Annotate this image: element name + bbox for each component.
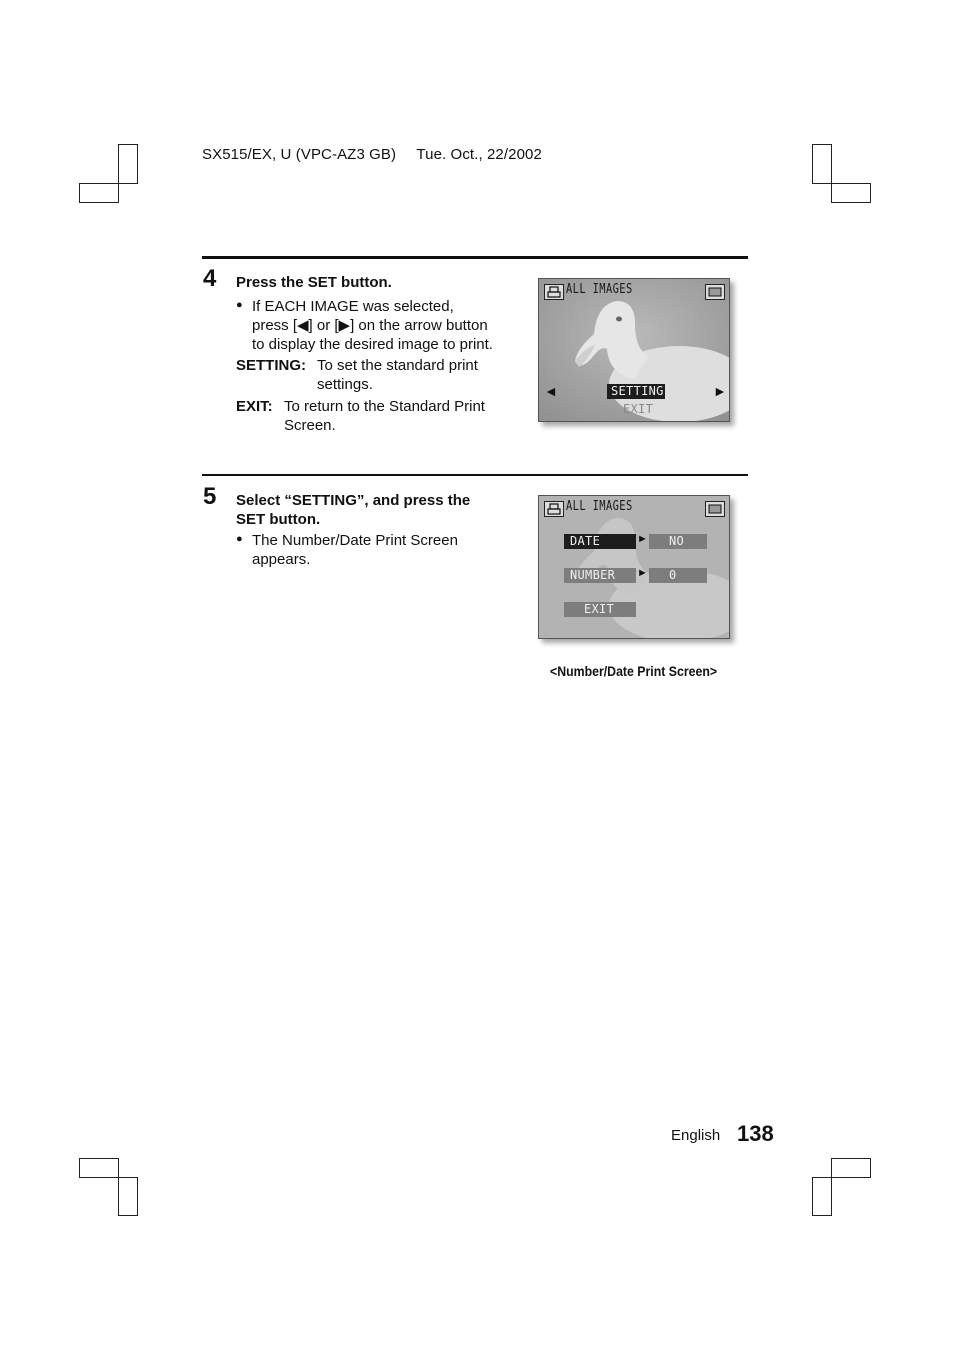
duck-photo [539, 279, 730, 422]
crop-mark-bottom-right-horizontal [831, 1158, 871, 1178]
setting-definition-line-2: settings. [317, 376, 373, 393]
document-header [202, 146, 542, 163]
header-model: SX515/EX, U (VPC-AZ3 GB) [202, 146, 397, 163]
menu-item-setting[interactable]: SETTING [607, 384, 665, 399]
number-value[interactable]: 0 [649, 568, 707, 583]
crop-mark-top-right-vertical [812, 144, 832, 184]
header-date: Tue. Oct., 22/2002 [416, 146, 542, 163]
number-option[interactable]: NUMBER [564, 568, 636, 583]
number-arrow-icon: ► [637, 567, 648, 579]
crop-mark-bottom-left-vertical [118, 1177, 138, 1216]
screen-title: ALL IMAGES [566, 282, 633, 297]
screen-caption: <Number/Date Print Screen> [550, 663, 718, 679]
right-arrow-icon: ► [713, 383, 727, 399]
exit-definition-line-2: Screen. [284, 417, 336, 434]
step-4-title: Press the SET button. [236, 274, 392, 291]
step-5-number: 5 [203, 483, 217, 510]
crop-mark-top-left-vertical [118, 144, 138, 184]
printer-icon [544, 284, 564, 300]
card-icon [705, 501, 725, 517]
page-number: 138 [737, 1121, 774, 1146]
step-5-title-line-1: Select “SETTING”, and press the [236, 492, 471, 509]
step-4-bullet-line-1: If EACH IMAGE was selected, [252, 298, 454, 315]
card-icon [705, 284, 725, 300]
left-arrow-icon: ◄ [544, 383, 558, 399]
exit-definition [284, 397, 485, 435]
crop-mark-top-left-horizontal [79, 183, 119, 203]
date-arrow-icon: ► [637, 533, 648, 545]
printer-icon [544, 501, 564, 517]
footer-language: English [671, 1127, 721, 1144]
crop-mark-bottom-left-horizontal [79, 1158, 119, 1178]
step-5-bullet-line-1: The Number/Date Print Screen [252, 532, 458, 549]
step-5-rule [202, 474, 748, 476]
step-5-bullet-line-2: appears. [252, 551, 311, 568]
crop-mark-top-right-horizontal [831, 183, 871, 203]
step-5-title [236, 491, 470, 529]
step-4-bullet-text [252, 297, 493, 354]
step-4-number: 4 [203, 265, 217, 292]
crop-mark-bottom-right-vertical [812, 1177, 832, 1216]
step-5-bullet-text [252, 531, 458, 569]
date-value[interactable]: NO [649, 534, 707, 549]
number-date-print-screen [538, 495, 730, 639]
setting-definition-line-1: To set the standard print [317, 357, 478, 374]
date-option[interactable]: DATE [564, 534, 636, 549]
step-4-bullet-line-3: to display the desired image to print. [252, 336, 493, 353]
setting-term: SETTING: [236, 357, 306, 374]
print-setting-screen [538, 278, 730, 422]
menu-item-exit[interactable]: EXIT [623, 402, 654, 416]
setting-definition [317, 356, 478, 394]
step-4-rule [202, 256, 748, 259]
step-5-bullet-icon: ● [236, 533, 243, 545]
exit-definition-line-1: To return to the Standard Print [284, 398, 485, 415]
step-4-bullet-line-2: press [◀] or [▶] on the arrow button [252, 317, 488, 334]
exit-option[interactable]: EXIT [564, 602, 636, 617]
step-4-bullet-icon: ● [236, 299, 243, 311]
screen-title: ALL IMAGES [566, 499, 633, 514]
exit-term: EXIT: [236, 398, 273, 415]
step-5-title-line-2: SET button. [236, 511, 321, 528]
